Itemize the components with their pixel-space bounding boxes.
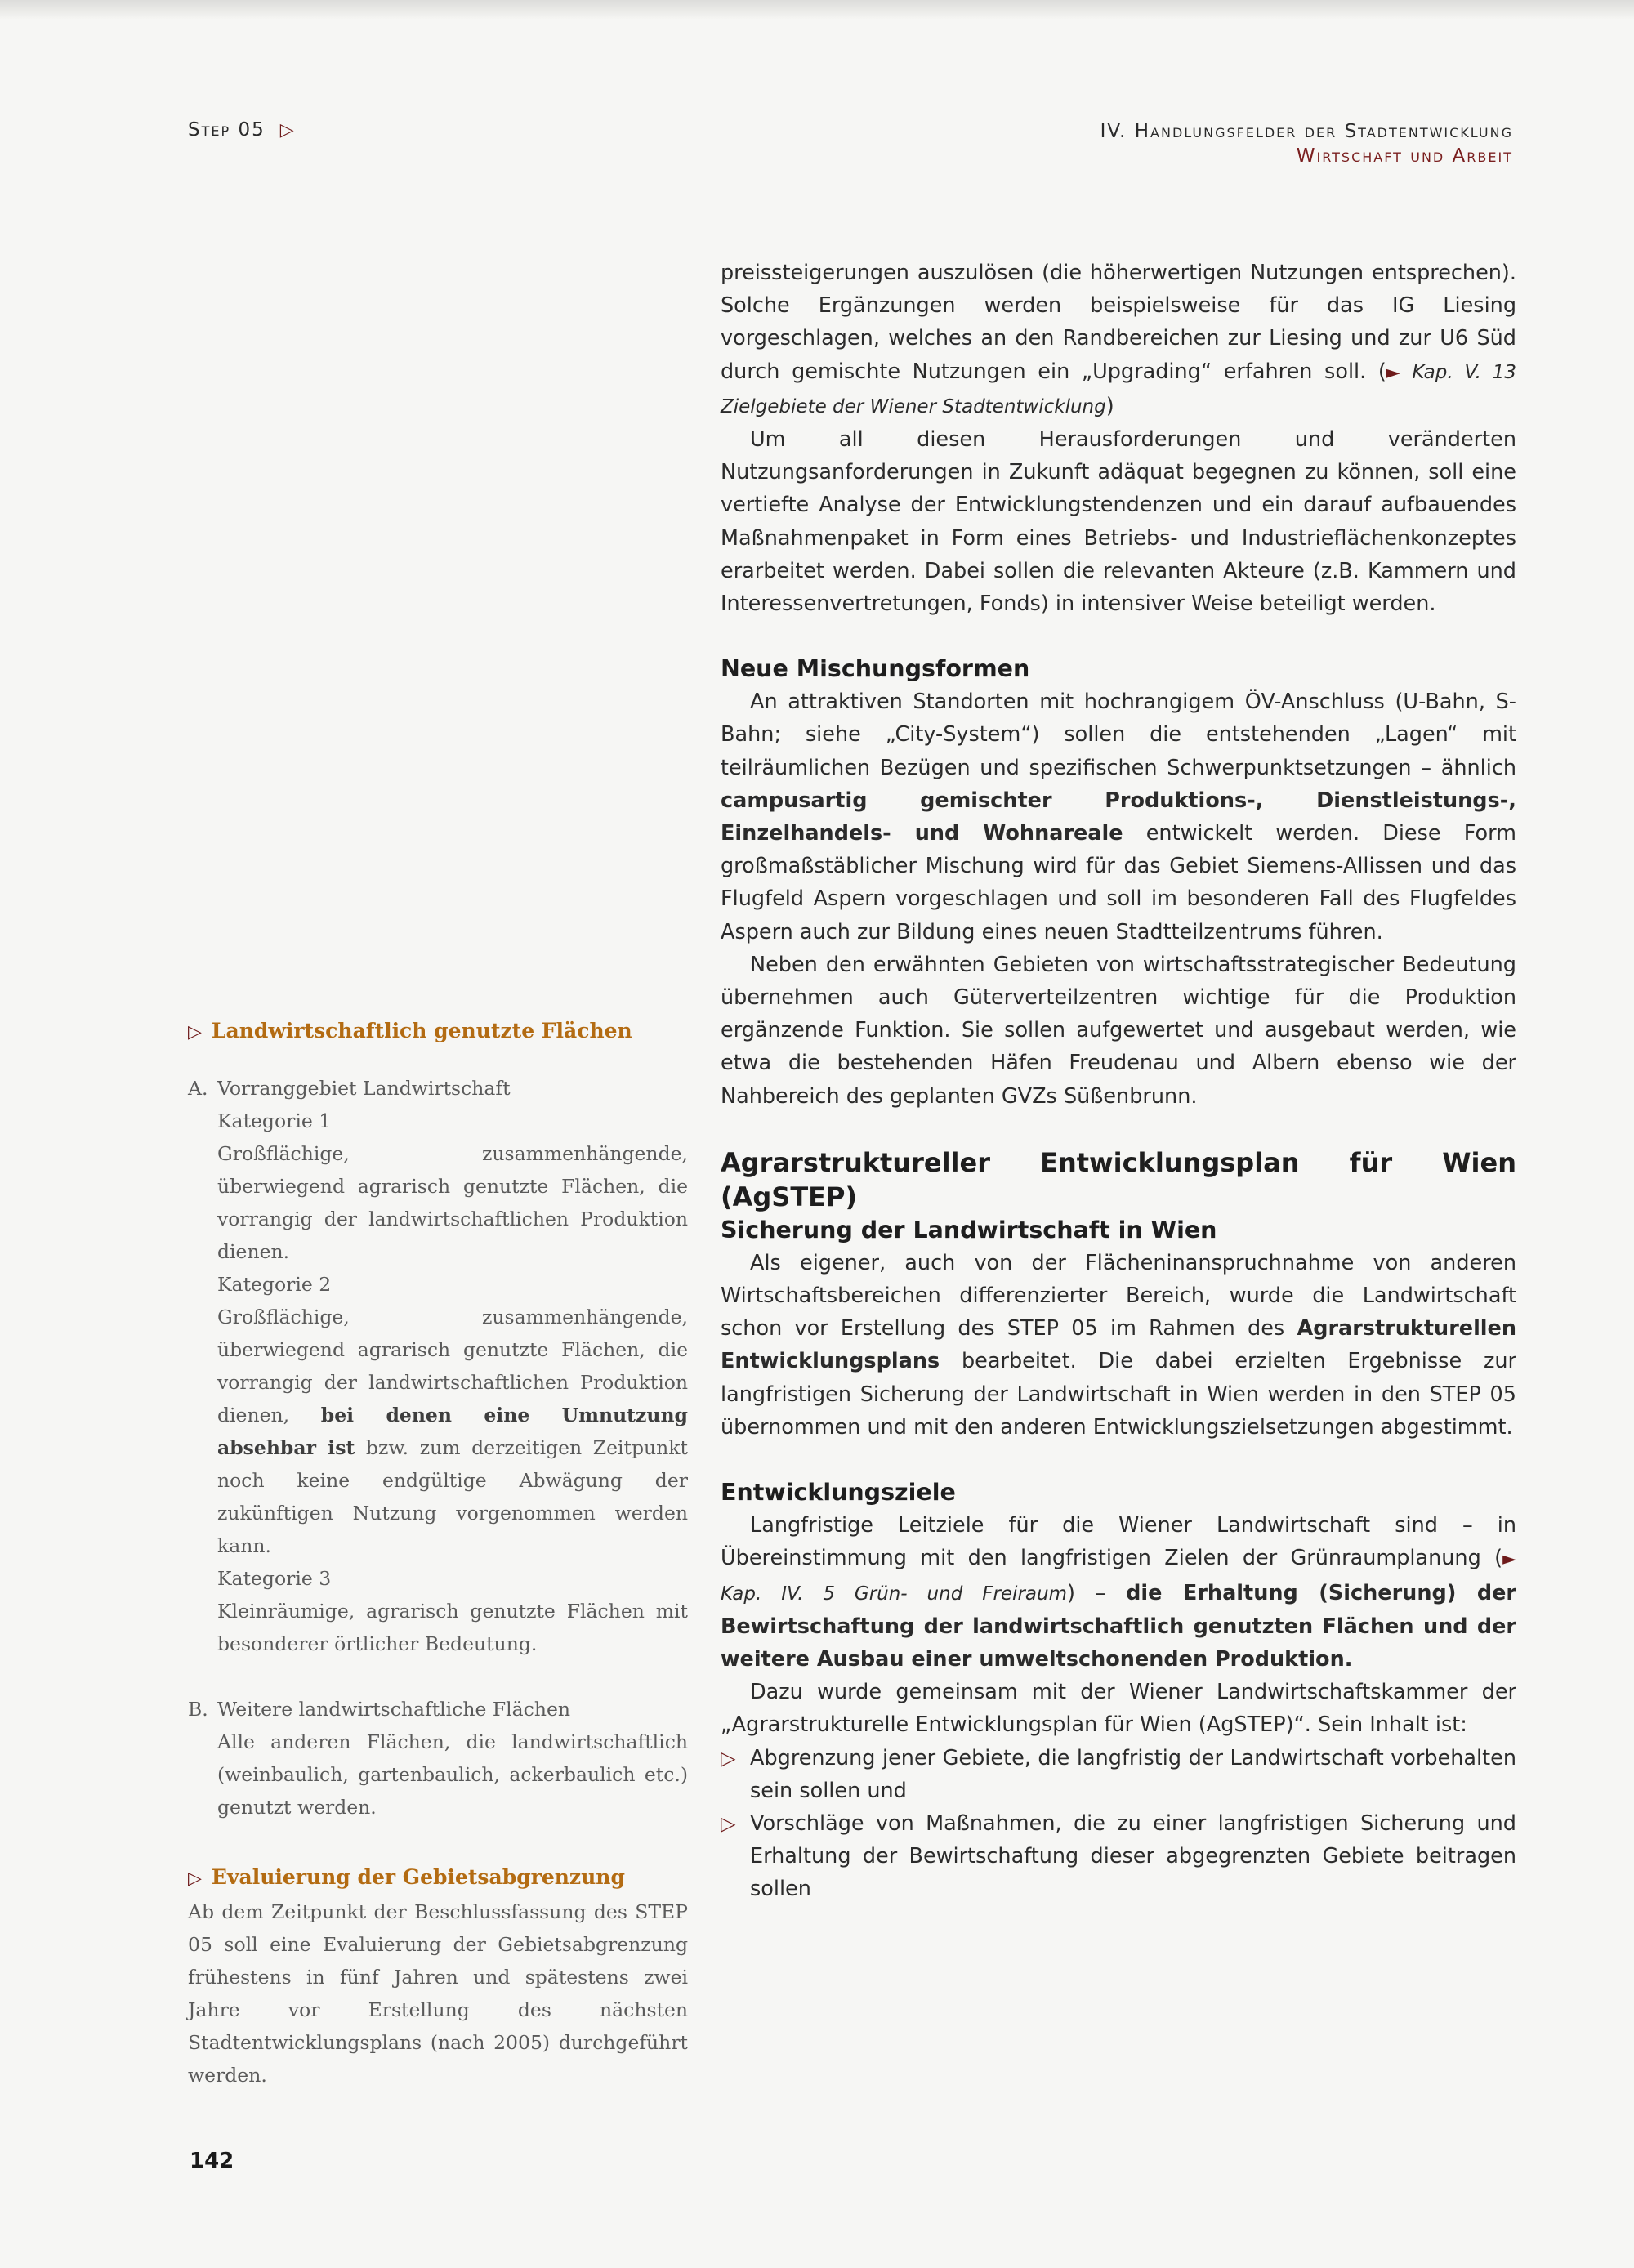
step-label: Step 05 [188, 119, 266, 141]
list-item: ▷ Abgrenzung jener Gebiete, die langfristig der Landwirtschaft vorbehalten sein sollen und [721, 1742, 1516, 1807]
paragraph: Langfristige Leitziele für die Wiener Landwirtschaft sind – in Übereinstimmung mit den langfristigen Zielen der Grünraumplanung (► Kap. IV. 5 Grün- und Freiraum) – die Erhaltung (Sicherung) der Bewirtschaftung der landwirtschaftlich genutzten Flächen und der weitere Ausbau einer umweltschonenden Produktion. [721, 1513, 1517, 1672]
triangle-right-icon: ▷ [188, 1868, 202, 1889]
cross-reference[interactable]: Kap. IV. 5 Grün- und Freiraum [721, 1583, 1067, 1605]
reference-arrow-icon: ► [1502, 1549, 1516, 1570]
category-group-b: B. Weitere landwirtschaftliche Flächen Alle anderen Flächen, die landwirtschaftlich (weinbaulich, gartenbaulich, ackerbaulich etc.) genutzt werden. [188, 1698, 688, 1819]
chapter-subtitle: Wirtschaft und Arbeit [1296, 145, 1513, 167]
section-heading-ziele: Entwicklungsziele [721, 1479, 956, 1507]
content-list [721, 1742, 1516, 1906]
triangle-right-icon: ▷ [721, 1811, 736, 1835]
sidebar-landwirtschaft [188, 1015, 688, 1824]
subheading-sicherung: Sicherung der Landwirtschaft in Wien [721, 1216, 1217, 1243]
running-header-right [1100, 119, 1513, 168]
sidebar-heading: ▷ Landwirtschaftlich genutzte Flächen [188, 1019, 632, 1042]
cross-reference[interactable]: Kap. V. 13 Zielgebiete der Wiener Stadtentwicklung [721, 361, 1517, 417]
paragraph: Dazu wurde gemeinsam mit der Wiener Landwirtschaftskammer der „Agrarstrukturelle Entwicklungsplan für Wien (AgSTEP)“. Sein Inhalt ist: [721, 1680, 1516, 1738]
page-number: 142 [190, 2149, 234, 2173]
paragraph: An attraktiven Standorten mit hochrangigem ÖV-Anschluss (U-Bahn, S-Bahn; siehe „City-System“) sollen die entstehenden „Lagen“ mit teilräumlichen Bezügen und spezifischen Schwerpunktsetzungen – ähnlich campusartig gemischter Produktions-, Dienstleistungs-, Einzelhandels- und Wohnareale entwickelt werden. Diese Form großmaßstäblicher Mischung wird für das Gebiet Siemens-Allissen und das Flugfeld Aspern vorgeschlagen und soll im besonderen Fall des Flugfeldes Aspern auch zur Bildung eines neuen Stadtteilzentrums führen. [721, 690, 1516, 944]
paragraph: Neben den erwähnten Gebieten von wirtschaftsstrategischer Bedeutung übernehmen auch Güterverteilzentren wichtige für die Produktion ergänzende Funktion. Sie sollen aufgewertet und ausgebaut werden, wie etwa die bestehenden Häfen Freudenau und Albern ebenso wie der Nahbereich des geplanten GVZs Süßenbrunn. [721, 952, 1516, 1109]
category-group-a: A. Vorranggebiet Landwirtschaft Kategorie 1 Großflächige, zusammenhängende, überwiegend agrarisch genutzte Flächen, die vorrangig der landwirtschaftlichen Produktion dienen. Kategorie 2 Großflächige, zusammenhängende, überwiegend agrarisch genutzte Flächen, die vorrangig der landwirtschaftlichen Produktion dienen, bei denen eine Umnutzung absehbar ist bzw. zum derzeitigen Zeitpunkt noch keine endgültige Abwägung der zukünftigen Nutzung vorgenommen werden kann. Kategorie 3 Kleinräumige, agrarisch genutzte Flächen mit besonderer örtlicher Bedeutung. [188, 1077, 688, 1655]
chapter-title: IV. Handlungsfelder der Stadtentwicklung [1100, 121, 1513, 142]
paragraph: preissteigerungen auszulösen (die höherwertigen Nutzungen entsprechen). Solche Ergänzungen werden beispielsweise für das IG Liesing vorgeschlagen, welches an den Randbereichen zur Liesing und zur U6 Süd durch gemischte Nutzungen ein „Upgrading“ erfahren soll. (► Kap. V. 13 Zielgebiete der Wiener Stadtentwicklung) [721, 261, 1517, 418]
main-column [721, 257, 1516, 1906]
section-heading-agstep: Agrarstruktureller Entwicklungsplan für Wien (AgSTEP) [721, 1146, 1516, 1212]
scan-top-edge [0, 0, 1634, 20]
triangle-right-icon: ▷ [279, 120, 296, 141]
paragraph: Als eigener, auch von der Flächeninanspruchnahme von anderen Wirtschaftsbereichen differenzierter Bereich, wurde die Landwirtschaft schon vor Erstellung des STEP 05 im Rahmen des Agrarstrukturellen Entwicklungsplans bearbeitet. Die dabei erzielten Ergebnisse zur langfristigen Sicherung der Landwirtschaft in Wien werden in den STEP 05 übernommen und mit den anderen Entwicklungszielsetzungen abgestimmt. [721, 1250, 1516, 1440]
paragraph: Um all diesen Herausforderungen und veränderten Nutzungsanforderungen in Zukunft adäquat begegnen zu können, soll eine vertiefte Analyse der Entwicklungstendenzen und ein darauf aufbauendes Maßnahmenpaket in Form eines Betriebs- und Industrieflächenkonzeptes erarbeitet werden. Dabei sollen die relevanten Akteure (z.B. Kammern und Interessenvertretungen, Fonds) in intensiver Weise beteiligt werden. [721, 427, 1516, 617]
sidebar-heading: ▷ Evaluierung der Gebietsabgrenzung [188, 1865, 625, 1889]
running-header-left [188, 119, 296, 141]
reference-arrow-icon: ► [1386, 362, 1400, 383]
triangle-right-icon: ▷ [721, 1746, 736, 1770]
section-heading-mischung: Neue Mischungsformen [721, 655, 1030, 683]
list-item: ▷ Vorschläge von Maßnahmen, die zu einer langfristigen Sicherung und Erhaltung der Bewirtschaftung dieser abgegrenzten Gebiete beitragen sollen [721, 1807, 1516, 1906]
sidebar-evaluierung: ▷ Evaluierung der Gebietsabgrenzung Ab dem Zeitpunkt der Beschlussfassung des STEP 05 soll eine Evaluierung der Gebietsabgrenzung frühestens in fünf Jahren und spätestens zwei Jahre vor Erstellung des nächsten Stadtentwicklungsplans (nach 2005) durchgeführt werden. [188, 1861, 688, 2092]
triangle-right-icon: ▷ [188, 1022, 202, 1042]
